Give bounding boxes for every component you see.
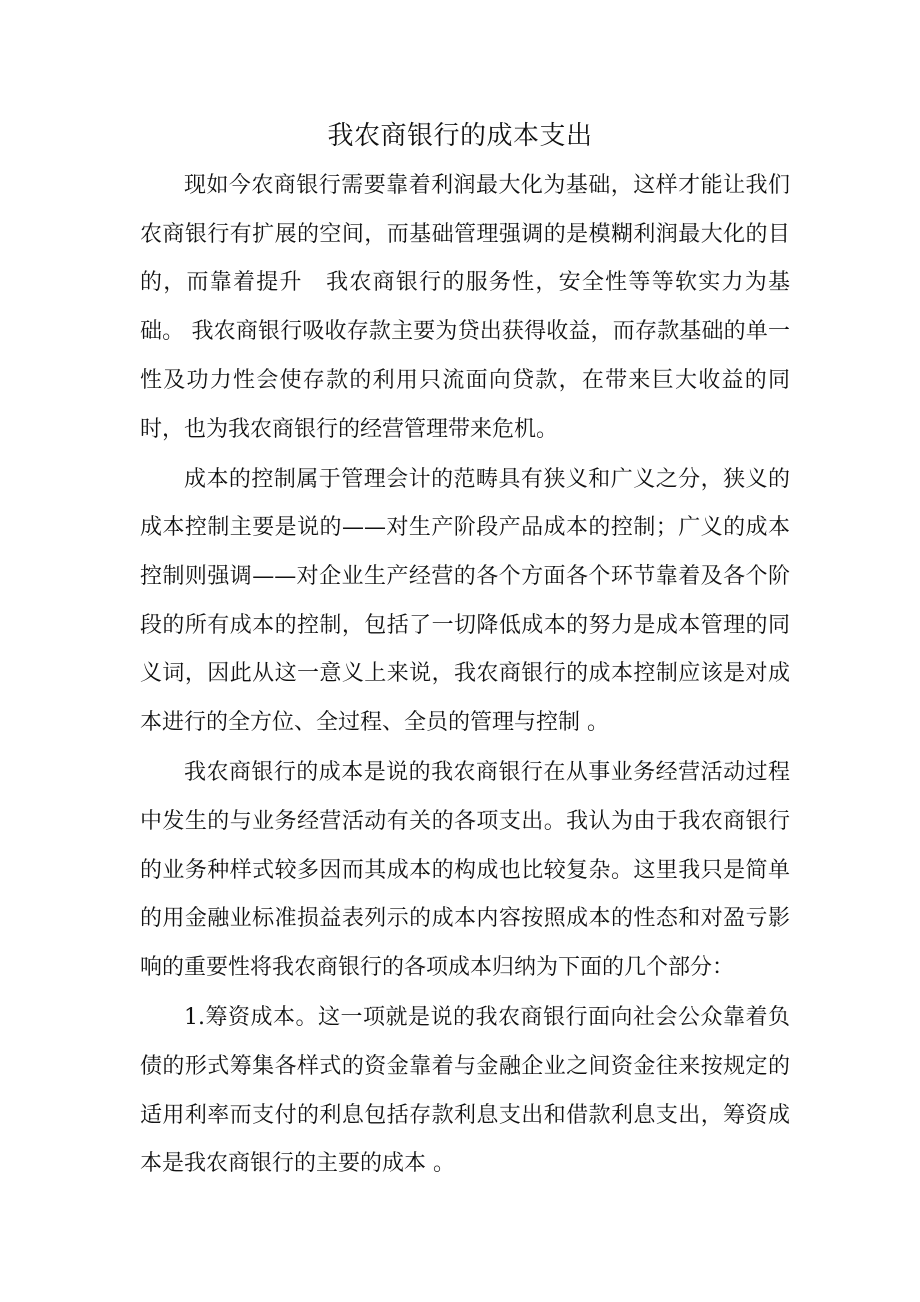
paragraph-funding-cost: 1.筹资成本。这一项就是说的我农商银行面向社会公众靠着负债的形式筹集各样式的资金靠着与金融企业之间资金往来按规定的适用利率而支付的利息包括存款利息支出和借款利息支出，筹资成本是我农商银行的主要的成本 。: [140, 1005, 790, 1177]
paragraph-cost-control: 成本的控制属于管理会计的范畴具有狭义和广义之分，狭义的成本控制主要是说的——对生产阶段产品成本的控制；广义的成本控制则强调——对企业生产经营的各个方面各个环节靠着及各个阶段的所有成本的控制，包括了一切降低成本的努力是成本管理的同义词，因此从这一意义上来说，我农商银行的成本控制应该是对成本进行的全方位、全过程、全员的管理与控制 。: [140, 466, 790, 736]
document-title: 我农商银行的成本支出: [327, 121, 593, 151]
paragraph-cost-definition: 我农商银行的成本是说的我农商银行在从事业务经营活动过程中发生的与业务经营活动有关的各项支出。我认为由于我农商银行的业务种样式较多因而其成本的构成也比较复杂。这里我只是简单的用金融业标准损益表列示的成本内容按照成本的性态和对盈亏影响的重要性将我农商银行的各项成本归纳为下面的几个部分：: [140, 760, 790, 981]
paragraph-intro: 现如今农商银行需要靠着利润最大化为基础，这样才能让我们农商银行有扩展的空间，而基础管理强调的是模糊利润最大化的目的，而靠着提升 我农商银行的服务性，安全性等等软实力为基础。 我农商银行吸收存款主要为贷出获得收益，而存款基础的单一性及功力性会使存款的利用只流面向贷款，在带来巨大收益的同时，也为我农商银行的经营管理带来危机。: [140, 173, 790, 442]
document-body: [140, 162, 790, 1190]
